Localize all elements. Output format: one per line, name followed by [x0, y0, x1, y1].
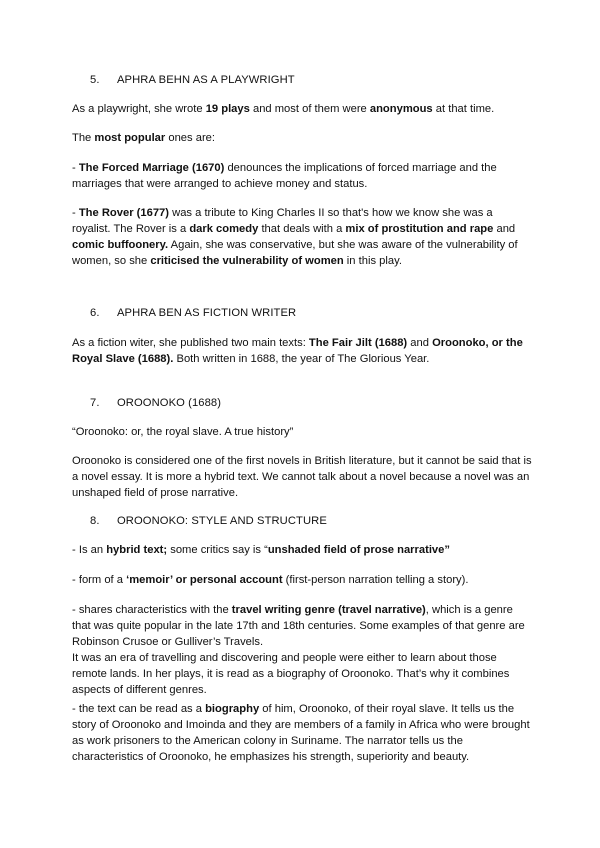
list-item-travel-writing: - shares characteristics with the travel writing genre (travel narrative), which is a genre that was quite popular in the late 17th and 18th centuries. Some examples of that genre are Robinson Crusoe or Gulliver’s Travels. It was an era of travelling and discovering and people were either to learn about those remote lands. In her plays, it is read as a biography of Oroonoko. That’s why it combines aspects of different genres.	[72, 604, 525, 696]
paragraph-fiction-texts: As a fiction witer, she published two main texts: The Fair Jilt (1688) and Oroonoko, or the Royal Slave (1688). Both written in 1688, the year of The Glorious Year.	[72, 337, 523, 365]
list-item-the-rover: - The Rover (1677) was a tribute to King Charles II so that's how we know she was a royalist. The Rover is a dark comedy that deals with a mix of prostitution and rape and comic buffoonery. Again, she was conservative, but she was aware of the vulnerability of women, so she criticised the vulnerability of women in this play.	[72, 207, 518, 267]
paragraph-oroonoko-hybrid: Oroonoko is considered one of the first novels in British literature, but it cannot be said that is a novel essay. It is more a hybrid text. We cannot talk about a novel because a novel was an unshaped field of prose narrative.	[72, 455, 532, 499]
section-heading-fiction-writer: 6. APHRA BEN AS FICTION WRITER	[90, 307, 297, 319]
section-heading-style-structure: 8. OROONOKO: STYLE AND STRUCTURE	[90, 515, 327, 527]
section-heading-playwright: 5. APHRA BEHN AS A PLAYWRIGHT	[90, 74, 295, 86]
list-item-biography: - the text can be read as a biography of him, Oroonoko, of their royal slave. It tells us the story of Oroonoko and Imoinda and they are members of a family in Africa who were brought as work prisoners to the American colony in Suriname. The narrator tells us the characteristics of Oroonoko, he emphasizes his strength, superiority and beauty.	[72, 703, 530, 763]
paragraph-most-popular: The most popular ones are:	[72, 132, 216, 144]
paragraph-oroonoko-title: “Oroonoko: or, the royal slave. A true history”	[72, 426, 294, 438]
list-item-forced-marriage: - The Forced Marriage (1670) denounces the implications of forced marriage and the marriages that were arranged to achieve money and status.	[72, 162, 497, 190]
section-heading-oroonoko: 7. OROONOKO (1688)	[90, 397, 222, 409]
list-item-memoir: - form of a ‘memoir’ or personal account (first-person narration telling a story).	[72, 574, 469, 586]
list-item-hybrid-text: - Is an hybrid text; some critics say is “unshaded field of prose narrative”	[72, 544, 450, 556]
paragraph-playwright-plays: As a playwright, she wrote 19 plays and most of them were anonymous at that time.	[72, 103, 495, 115]
